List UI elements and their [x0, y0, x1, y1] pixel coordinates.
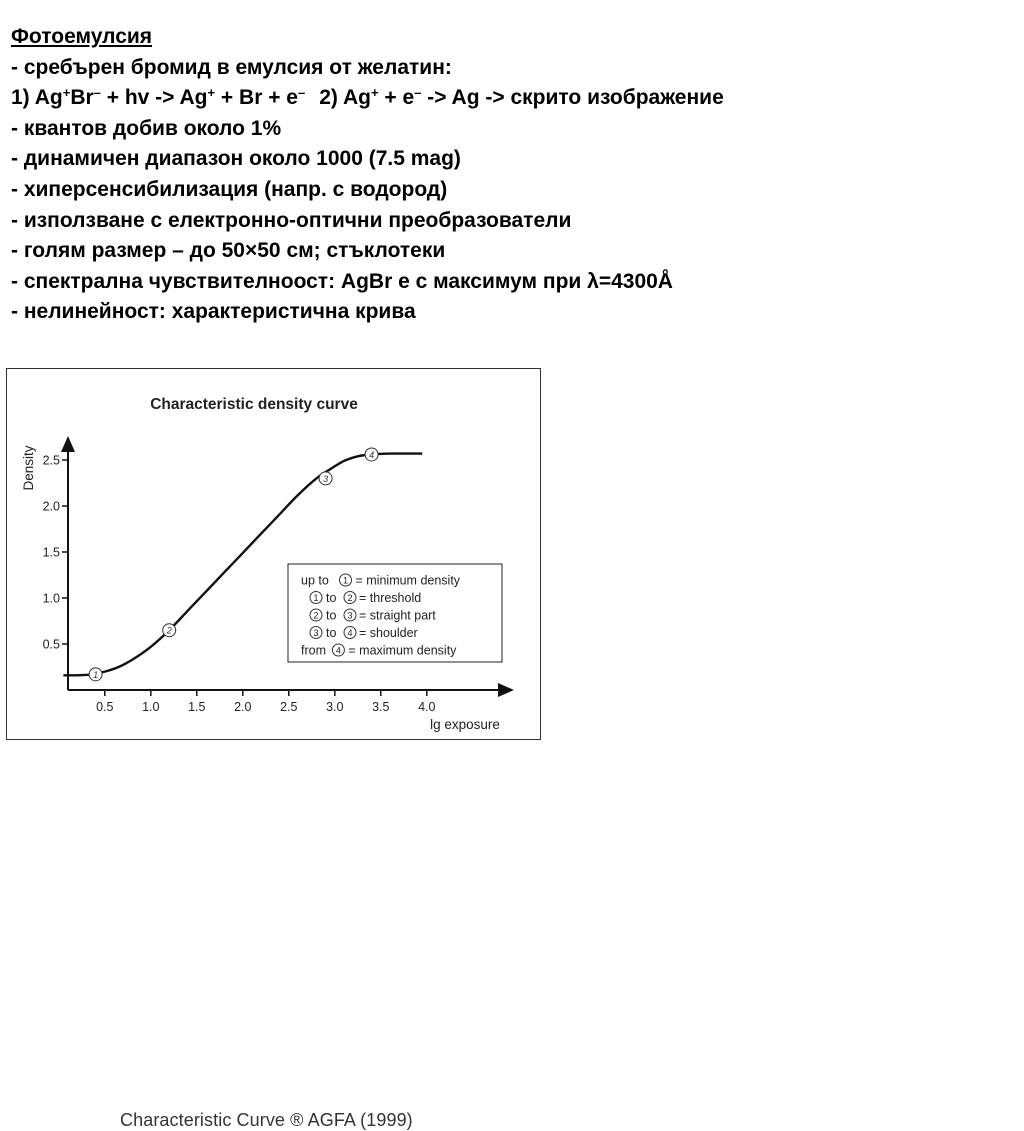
formula-part: + hv -> Ag — [100, 86, 208, 110]
legend-marker-label: 4 — [347, 628, 353, 638]
superscript-plus: + — [370, 85, 379, 101]
x-axis-label: lg exposure — [430, 717, 500, 732]
superscript-plus: + — [207, 85, 216, 101]
x-tick-label: 0.5 — [96, 700, 114, 714]
slide-heading: Фотоемулсия — [11, 25, 153, 48]
superscript-minus: – — [93, 85, 101, 101]
legend-marker-label: 1 — [342, 575, 349, 586]
characteristic-curve-figure — [6, 368, 541, 1130]
legend-box — [288, 564, 502, 662]
marker-label: 4 — [369, 449, 375, 460]
y-tick-label: 2.5 — [42, 453, 60, 468]
formula-part: + e — [378, 86, 415, 110]
x-tick-label: 1.0 — [142, 700, 160, 714]
x-tick-label: 3.5 — [372, 700, 390, 714]
characteristic-curve-chart — [6, 368, 541, 770]
formula-part: 2) Ag — [319, 86, 371, 110]
bullet-dynamic-range: - динамичен диапазон около 1000 (7.5 mag) — [11, 147, 461, 171]
legend-connector: to — [326, 591, 337, 605]
y-tick-label: 2.0 — [42, 499, 60, 514]
legend-marker-label: 3 — [347, 610, 353, 621]
y-axis-label: Density — [21, 445, 36, 491]
legend-connector: to — [326, 608, 337, 623]
legend-marker-label: 2 — [313, 610, 319, 621]
superscript-minus: – — [297, 85, 306, 101]
slide-text — [11, 22, 1001, 328]
marker-label: 3 — [323, 473, 329, 484]
formula-part: -> Ag -> скрито изображение — [421, 86, 724, 110]
marker-label: 2 — [166, 625, 172, 636]
legend-description: = straight part — [359, 608, 436, 623]
bullet-nonlinearity: - нелинейност: характеристична крива — [11, 300, 416, 324]
x-tick-label: 3.0 — [326, 700, 344, 714]
y-tick-label: 0.5 — [42, 637, 60, 652]
figure-frame — [7, 369, 541, 740]
x-tick-label: 2.0 — [234, 700, 252, 714]
y-tick-label: 1.5 — [42, 545, 60, 560]
formula-part: Br — [70, 86, 94, 110]
legend-description: = maximum density — [348, 643, 457, 658]
formula-part: 1) Ag — [11, 86, 63, 110]
bullet-spectral-sensitivity: - спектрална чувствителноост: AgBr е с максимум при λ=4300Å — [11, 269, 673, 293]
legend-description: = minimum density — [355, 573, 461, 588]
legend-description: = shoulder — [359, 626, 418, 640]
legend-connector: to — [326, 626, 337, 640]
legend-marker-label: 2 — [347, 593, 353, 603]
bullet-hypersensitization: - хиперсенсибилизация (напр. с водород) — [11, 177, 448, 201]
legend-description: = threshold — [359, 591, 422, 605]
marker-label: 1 — [93, 669, 99, 680]
x-tick-label: 2.5 — [280, 700, 298, 714]
superscript-plus: + — [62, 85, 71, 101]
superscript-minus: – — [414, 85, 422, 101]
chart-title: Characteristic density curve — [150, 396, 358, 413]
figure-caption: Characteristic Curve ® AGFA (1999) — [120, 1110, 413, 1130]
legend-marker-label: 1 — [313, 593, 319, 603]
legend-prefix: up to — [301, 573, 329, 588]
x-tick-label: 1.5 — [188, 700, 206, 714]
x-tick-label: 4.0 — [418, 700, 436, 714]
y-tick-label: 1.0 — [42, 591, 60, 606]
bullet-quantum-yield: - квантов добив около 1% — [11, 116, 282, 140]
formula-part: + Br + e — [215, 86, 298, 110]
bullet-silver-bromide: - сребърен бромид в емулсия от желатин: — [11, 55, 452, 79]
legend-marker-label: 4 — [335, 645, 341, 656]
legend-marker-label: 3 — [313, 628, 319, 638]
bullet-large-size: - голям размер – до 50×50 см; стъклотеки — [11, 239, 446, 263]
legend-prefix: from — [301, 643, 326, 658]
reaction-formula — [11, 83, 1001, 114]
bullet-electron-optics: - използване с електронно-оптични преобразователи — [11, 208, 572, 232]
